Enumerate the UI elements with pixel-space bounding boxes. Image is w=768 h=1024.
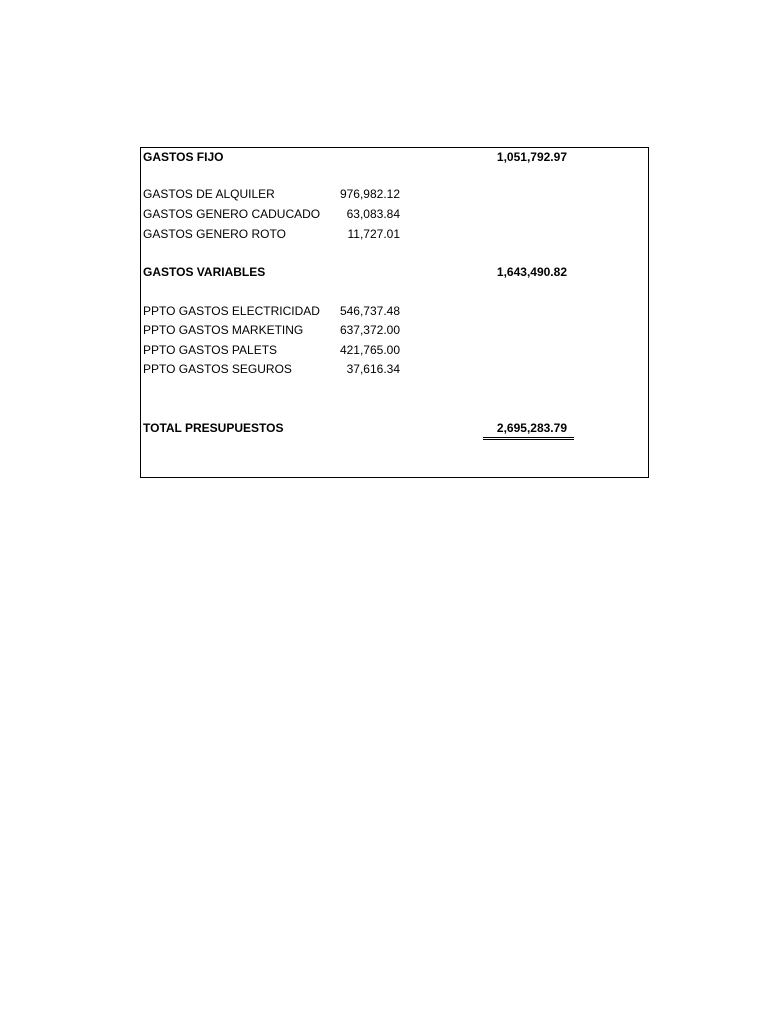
list-item (141, 302, 648, 320)
grand-total-value: 2,695,283.79 (496, 421, 567, 435)
item-amount: 546,737.48 (339, 304, 400, 318)
item-amount: 421,765.00 (339, 343, 400, 357)
item-amount: 63,083.84 (346, 207, 400, 221)
fixed-costs-total: 1,051,792.97 (496, 150, 567, 164)
grand-total-row (141, 419, 648, 437)
fixed-costs-header-row (141, 148, 648, 166)
item-label: GASTOS DE ALQUILER (143, 187, 275, 201)
budget-sheet (140, 147, 649, 478)
item-label: GASTOS GENERO CADUCADO (143, 207, 321, 221)
list-item (141, 321, 648, 339)
item-amount: 11,727.01 (347, 227, 400, 241)
double-underline-divider (483, 437, 574, 440)
item-label: PPTO GASTOS ELECTRICIDAD (143, 304, 320, 318)
item-label: GASTOS GENERO ROTO (143, 227, 286, 241)
list-item (141, 205, 648, 223)
list-item (141, 360, 648, 378)
item-amount: 976,982.12 (339, 187, 400, 201)
fixed-costs-title: GASTOS FIJO (143, 150, 224, 164)
item-label: PPTO GASTOS MARKETING (143, 323, 304, 337)
list-item (141, 341, 648, 359)
list-item (141, 225, 648, 243)
variable-costs-total: 1,643,490.82 (496, 265, 567, 279)
list-item (141, 185, 648, 203)
item-amount: 37,616.34 (346, 362, 400, 376)
variable-costs-title: GASTOS VARIABLES (143, 265, 266, 279)
item-label: PPTO GASTOS PALETS (143, 343, 278, 357)
item-label: PPTO GASTOS SEGUROS (143, 362, 292, 376)
grand-total-label: TOTAL PRESUPUESTOS (143, 421, 284, 435)
item-amount: 637,372.00 (339, 323, 400, 337)
variable-costs-header-row (141, 263, 648, 281)
